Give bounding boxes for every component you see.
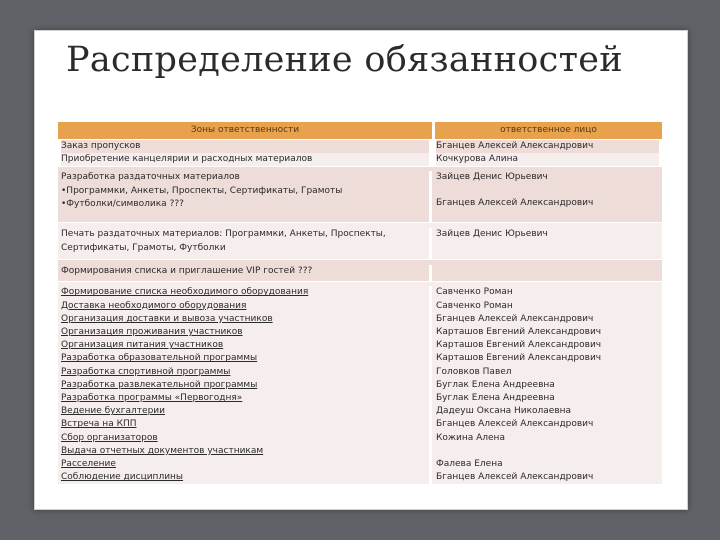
person-text: Дадеуш Оксана Николаевна xyxy=(436,406,572,417)
person-text: Зайцев Денис Юрьевич xyxy=(436,229,548,240)
person-text: Бганцев Алексей Александрович xyxy=(436,419,594,430)
person-text: Головков Павел xyxy=(436,366,512,377)
table-row xyxy=(58,167,662,223)
zone-text: Соблюдение дисциплины xyxy=(61,472,184,483)
person-text: Бганцев Алексей Александрович xyxy=(436,197,594,208)
person-text: Карташов Евгений Александрович xyxy=(436,340,602,351)
table-header xyxy=(58,122,662,140)
person-text: Карташов Евгений Александрович xyxy=(436,353,602,364)
zone-text: Расселение xyxy=(61,459,116,470)
zone-text: Встреча на КПП xyxy=(61,419,137,430)
person-text: Савченко Роман xyxy=(436,287,513,298)
zone-text: Разработка спортивной программы xyxy=(61,366,231,377)
header-zones: Зоны ответственности xyxy=(58,122,435,139)
zone-text: Заказ пропусков xyxy=(61,140,429,153)
zone-text: Выдача отчетных документов участникам xyxy=(61,445,264,456)
responsibility-table xyxy=(58,122,662,485)
person-text: Бганцев Алексей Александрович xyxy=(436,472,594,483)
person-text: Бганцев Алексей Александрович xyxy=(436,313,594,324)
zone-text: Формирование списка необходимого оборудования xyxy=(61,287,309,298)
zone-text: Организация доставки и вывоза участников xyxy=(61,313,273,324)
zone-text: Сертификаты, Грамоты, Футболки xyxy=(61,242,226,253)
person-text: Карташов Евгений Александрович xyxy=(436,327,602,338)
person-text: Савченко Роман xyxy=(436,300,513,311)
persons-list xyxy=(432,286,659,484)
table-row xyxy=(58,282,662,485)
zone-text: Организация проживания участников xyxy=(61,327,243,338)
person-text: Кочкурова Алина xyxy=(436,153,659,166)
person-text: Буглак Елена Андреевна xyxy=(436,393,555,404)
person-text: Буглак Елена Андреевна xyxy=(436,379,555,390)
table-row xyxy=(58,223,662,260)
zone-text: Печать раздаточных материалов: Программки, Анкеты, Проспекты, xyxy=(61,229,386,240)
person-text: Фалева Елена xyxy=(436,459,503,470)
zone-text: Разработка образовательной программы xyxy=(61,353,258,364)
zone-text: Организация питания участников xyxy=(61,340,224,351)
zone-text: Доставка необходимого оборудования xyxy=(61,300,247,311)
zone-text: Ведение бухгалтерии xyxy=(61,406,165,417)
person-text: Бганцев Алексей Александрович xyxy=(436,140,659,153)
zone-text: Разработка развлекательной программы xyxy=(61,379,258,390)
table-row xyxy=(58,140,662,167)
zone-text: Разработка раздаточных материалов xyxy=(61,172,240,183)
person-text xyxy=(436,445,659,458)
zone-text: •Футболки/символика ??? xyxy=(61,198,184,209)
zone-text: •Программки, Анкеты, Проспекты, Сертификаты, Грамоты xyxy=(61,185,343,196)
zones-list xyxy=(58,286,432,484)
zone-text: Разработка программы «Первогодня» xyxy=(61,393,243,404)
header-person: ответственное лицо xyxy=(500,125,597,135)
page-title: Распределение обязанностей xyxy=(66,40,623,80)
zone-text: Приобретение канцелярии и расходных материалов xyxy=(61,153,429,166)
table-row xyxy=(58,260,662,282)
zone-text: Сбор организаторов xyxy=(61,432,158,443)
zone-text: Формирования списка и приглашение VIP гостей ??? xyxy=(61,266,313,277)
person-text: Зайцев Денис Юрьевич xyxy=(436,172,548,183)
person-text: Кожина Алена xyxy=(436,432,505,443)
